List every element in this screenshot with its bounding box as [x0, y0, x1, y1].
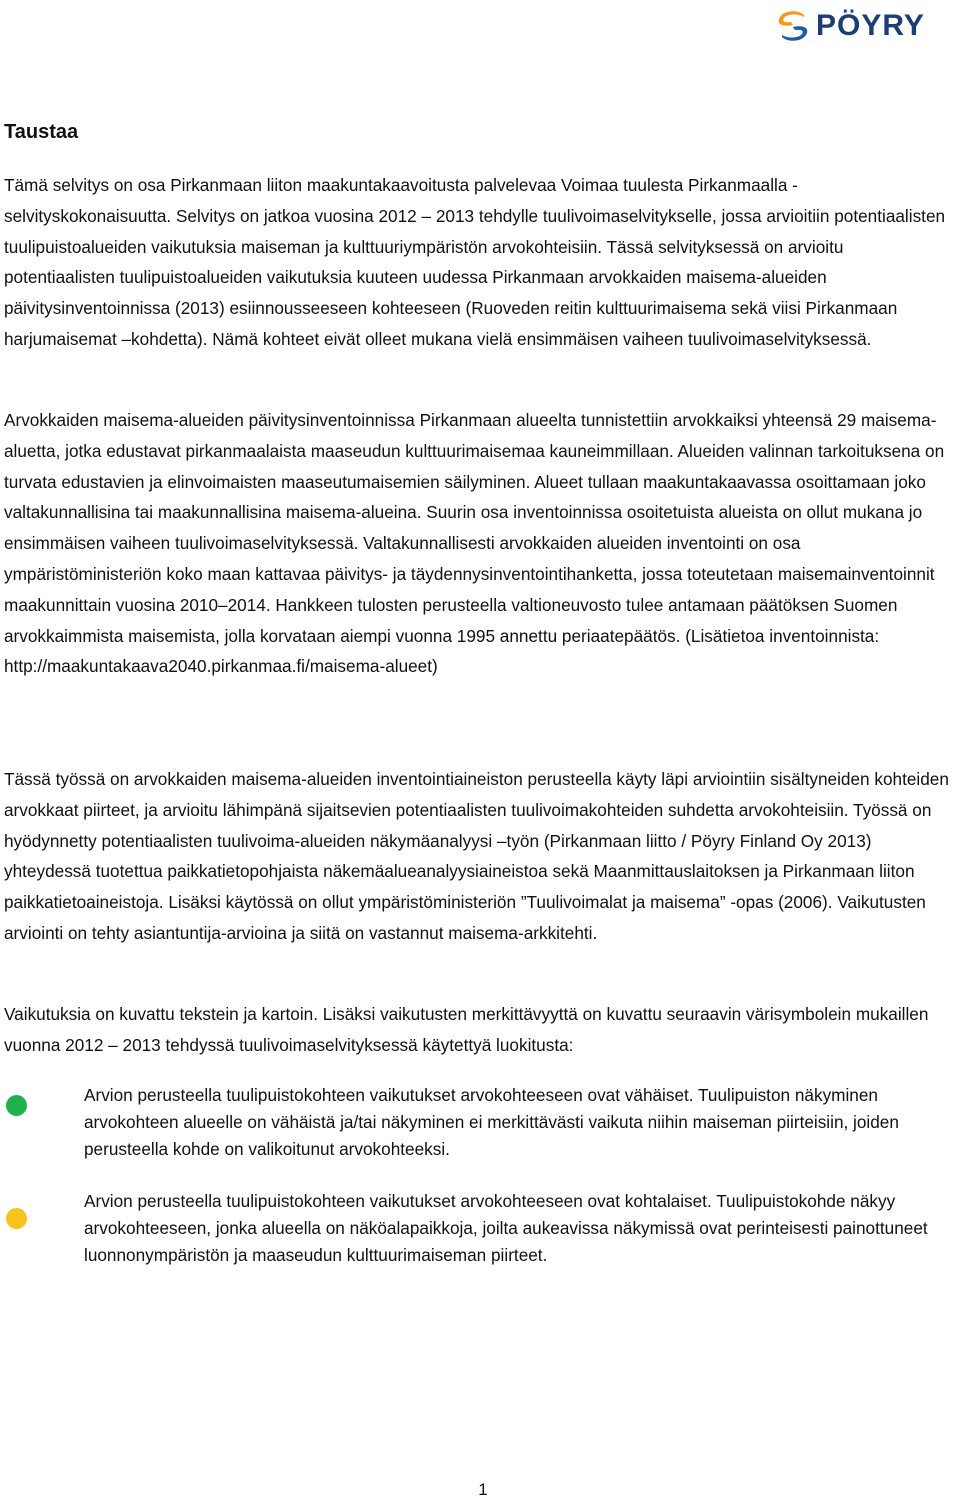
section-heading: Taustaa	[4, 121, 79, 143]
paragraph-background: Tämä selvitys on osa Pirkanmaan liiton maakuntakaavoitusta palvelevaa Voimaa tuulesta Pirkanmaalla -selvityskokonaisuutta. Selvitys on jatkoa vuosina 2012 – 2013 tehdylle tuulivoimaselvitykselle, jossa arvioitiin potentiaalisten tuulipuistoalueiden vaikutuksia maiseman ja kulttuuriympäristön arvokohteisiin. Tässä selvityksessä on arvioitu potentiaalisten tuulipuistoalueiden vaikutuksia kuuteen uudessa Pirkanmaan arvokkaiden maisema-alueiden päivitysinventoinnissa (2013) esiinnousseeseen kohteeseen (Ruoveden reitin kulttuurimaisema sekä viisi Pirkanmaan harjumaisemat –kohdetta). Nämä kohteet eivät olleet mukana vielä ensimmäisen vaiheen tuulivoimaselvityksessä.	[4, 175, 946, 349]
legend-text-minor-impact: Arvion perusteella tuulipuistokohteen vaikutukset arvokohteeseen ovat vähäiset. Tuulipuiston näkyminen arvokohteen alueelle on vähäistä ja/tai näkyminen ei merkittävästi vaikuta niihin maiseman piirteisiin, joiden perusteella kohde on valikoitunut arvokohteeksi.	[84, 1085, 899, 1159]
paragraph-method: Tässä työssä on arvokkaiden maisema-alueiden inventointiaineiston perusteella käyty läpi arviointiin sisältyneiden kohteiden arvokkaat piirteet, ja arvioitu lähimpänä sijaitsevien potentiaalisten tuulivoimakohteiden suhdetta arvokohteisiin. Työssä on hyödynnetty potentiaalisten tuulivoima-alueiden näkymäanalyysi –työn (Pirkanmaan liitto / Pöyry Finland Oy 2013) yhteydessä tuotettua paikkatietopohjaista näkemäalueanalyysiaineistoa sekä Maanmittauslaitoksen ja Pirkanmaan liiton paikkatietoaineistoja. Lisäksi käytössä on ollut ympäristöministeriön ”Tuulivoimalat ja maisema” -opas (2006). Vaikutusten arviointi on tehty asiantuntija-arvioina ja siitä on vastannut maisema-arkkitehti.	[4, 769, 949, 943]
legend-text-moderate-impact: Arvion perusteella tuulipuistokohteen vaikutukset arvokohteeseen ovat kohtalaiset. Tuulipuistokohde näkyy arvokohteeseen, jonka alueella on näköalapaikkoja, joilta aukeavissa näkymissä ovat perinteisesti painottuneet luonnonympäristön ja maaseudun kulttuurimaiseman piirteet.	[84, 1191, 928, 1265]
paragraph-legend-intro: Vaikutuksia on kuvattu tekstein ja kartoin. Lisäksi vaikutusten merkittävyyttä on kuvattu seuraavin värisymbolein mukaillen vuonna 2012 – 2013 tehdyssä tuulivoimaselvityksessä käytettyä luokitusta:	[4, 1004, 929, 1055]
paragraph-inventory: Arvokkaiden maisema-alueiden päivitysinventoinnissa Pirkanmaan alueelta tunnistettiin arvokkaiksi yhteensä 29 maisema-aluetta, jotka edustavat pirkanmaalaista maaseudun kulttuurimaisemaa kauneimmillaan. Alueiden valinnan tarkoituksena on turvata edustavien ja elinvoimaisten maaseutumaisemien säilyminen. Alueet tullaan maakuntakaavassa osoittamaan joko valtakunnallisina tai maakunnallisina maisema-alueina. Suurin osa inventoinnissa osoitetuista alueista on ollut mukana jo ensimmäisen vaiheen tuulivoimaselvityksessä. Valtakunnallisesti arvokkaiden alueiden inventointi on osa ympäristöministeriön koko maan kattavaa päivitys- ja täydennysinventointihanketta, jossa toteutetaan maisemainventoinnit maakunnittain vuosina 2010–2014. Hankkeen tulosten perusteella valtioneuvosto tulee antamaan päätöksen Suomen arvokkaimmista maisemista, jolla korvataan aiempi vuonna 1995 annettu periaatepäätös. (Lisätietoa inventoinnista: http://maakuntakaava2040.pirkanmaa.fi/maisema-alueet)	[4, 410, 945, 677]
yellow-circle-icon	[6, 1208, 27, 1229]
logo-wordmark: PÖYRY	[816, 9, 925, 42]
page-number: 1	[478, 1480, 488, 1499]
poyry-swoosh-icon	[774, 9, 812, 43]
poyry-logo	[774, 8, 950, 44]
green-circle-icon	[6, 1095, 27, 1116]
